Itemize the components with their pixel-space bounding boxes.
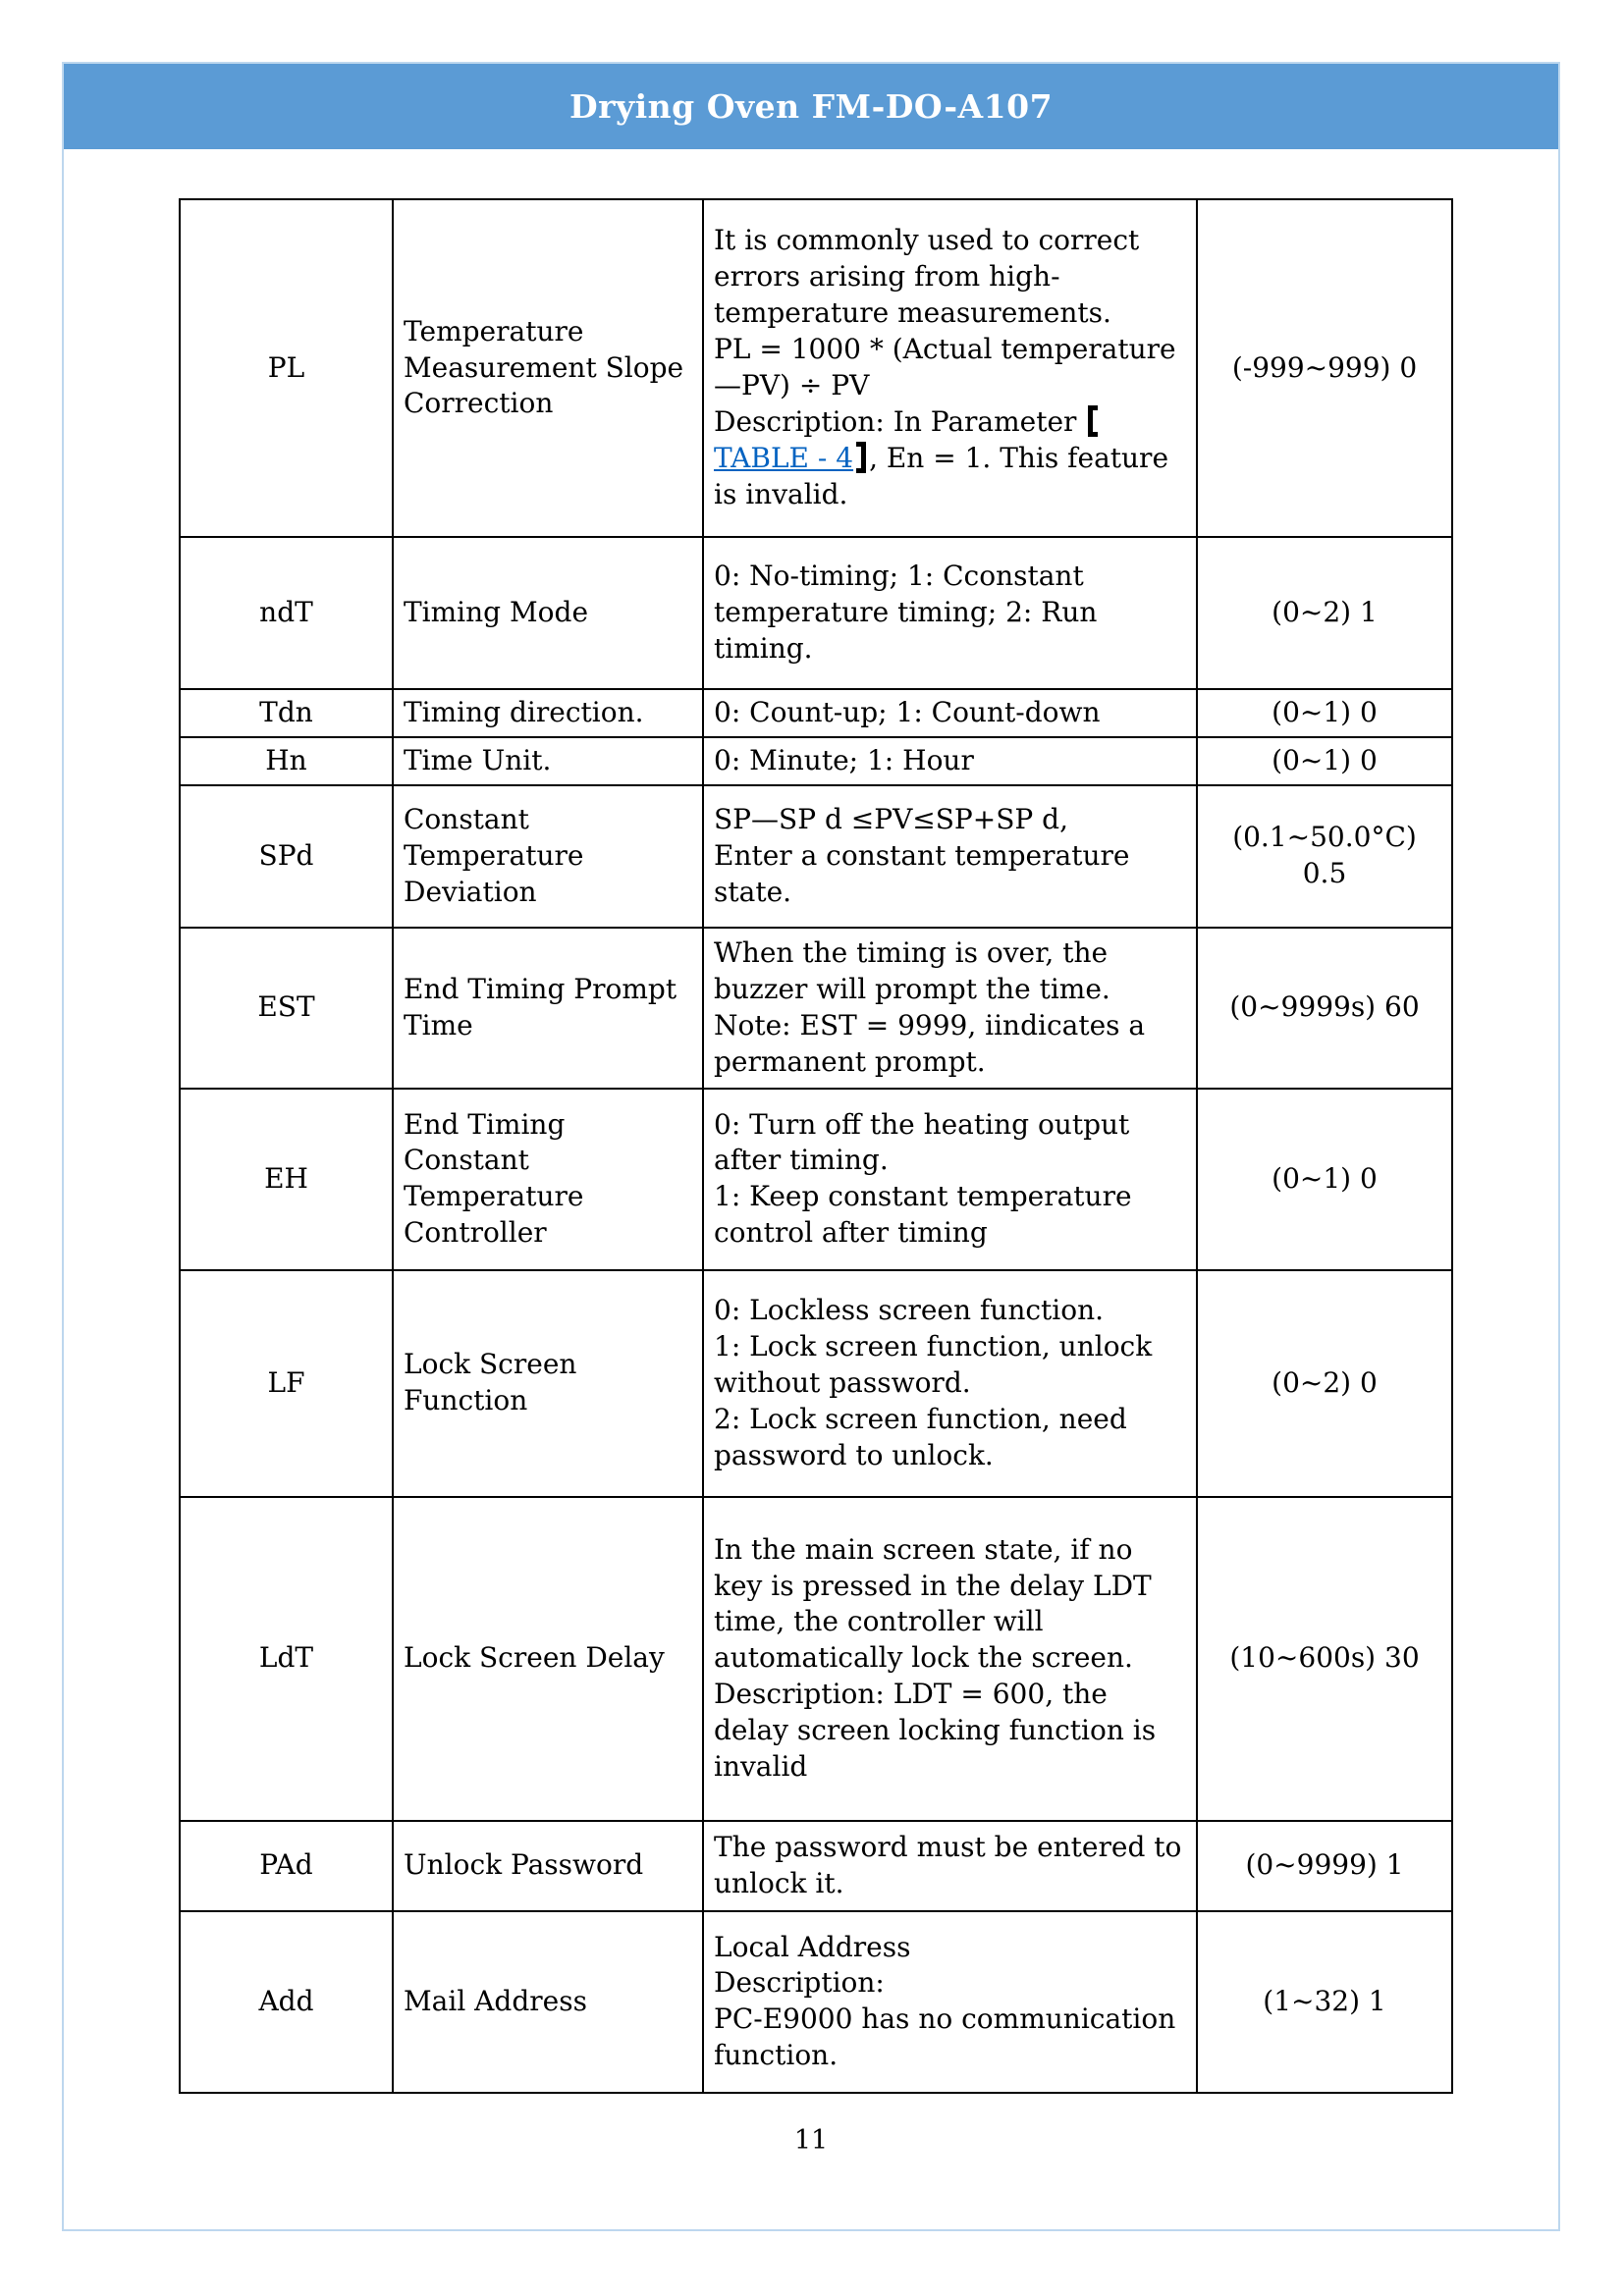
param-code: EST — [180, 928, 393, 1089]
range-line: (0~2) 1 — [1272, 596, 1378, 629]
table-row-eh — [180, 1089, 1452, 1270]
description-line: Description: — [714, 1966, 885, 2000]
description-text: , En = 1. This feature is invalid. — [714, 441, 1169, 510]
range-line: (-999~999) 0 — [1231, 350, 1418, 384]
range-line: (1~32) 1 — [1263, 1984, 1386, 2017]
param-description — [703, 537, 1197, 689]
param-range — [1197, 1270, 1452, 1497]
param-description — [703, 785, 1197, 928]
description-line: 2: Lock screen function, need password to unlock. — [714, 1402, 1127, 1471]
parameter-table — [179, 198, 1453, 2094]
table-row-ndt — [180, 537, 1452, 689]
param-name: End Timing Constant Temperature Controller — [393, 1089, 703, 1270]
param-name: Unlock Password — [393, 1821, 703, 1911]
description-line: Local Address — [714, 1930, 911, 1963]
param-name: Temperature Measurement Slope Correction — [393, 199, 703, 537]
param-code: PL — [180, 199, 393, 537]
param-code: PAd — [180, 1821, 393, 1911]
param-name: Timing direction. — [393, 689, 703, 737]
param-range — [1197, 1089, 1452, 1270]
description-line: 1: Keep constant temperature control after timing — [714, 1180, 1132, 1250]
param-name: Lock Screen Delay — [393, 1497, 703, 1821]
param-range — [1197, 689, 1452, 737]
param-description — [703, 1270, 1197, 1497]
param-range — [1197, 737, 1452, 785]
description-line: PL = 1000 * (Actual temperature —PV) ÷ PV — [714, 333, 1176, 401]
table-row-ldt — [180, 1497, 1452, 1821]
param-name: Time Unit. — [393, 737, 703, 785]
table-row-pl — [180, 199, 1452, 537]
description-line: PC-E9000 has no communication function. — [714, 2002, 1176, 2072]
param-name: Lock Screen Function — [393, 1270, 703, 1497]
range-line: (0~2) 0 — [1272, 1365, 1378, 1399]
param-code: Tdn — [180, 689, 393, 737]
param-range — [1197, 1821, 1452, 1911]
description-line: 0: Turn off the heating output after timing. — [714, 1107, 1130, 1177]
param-description — [703, 689, 1197, 737]
param-name: Timing Mode — [393, 537, 703, 689]
right-lenticular-bracket — [856, 442, 866, 473]
description-line: 1: Lock screen function, unlock without password. — [714, 1329, 1153, 1399]
range-line: (0~9999s) 60 — [1229, 990, 1420, 1024]
description-line: 0: Minute; 1: Hour — [714, 743, 974, 776]
range-line: (0.1~50.0°C) — [1232, 821, 1417, 854]
param-code: LdT — [180, 1497, 393, 1821]
param-description — [703, 928, 1197, 1089]
table-row-lf — [180, 1270, 1452, 1497]
param-name: End Timing Prompt Time — [393, 928, 703, 1089]
param-range — [1197, 199, 1452, 537]
param-range — [1197, 1497, 1452, 1821]
description-line — [714, 404, 1186, 513]
range-line: (0~1) 0 — [1272, 1161, 1378, 1195]
range-default: 0.5 — [1302, 857, 1347, 890]
table-row-est — [180, 928, 1452, 1089]
table-row-add — [180, 1911, 1452, 2093]
param-code: Add — [180, 1911, 393, 2093]
description-line: In the main screen state, if no key is pressed in the delay LDT time, the controller will automatically lock the screen. — [714, 1532, 1152, 1675]
left-lenticular-bracket — [1088, 405, 1098, 437]
table-row-pad — [180, 1821, 1452, 1911]
description-line: When the timing is over, the buzzer will prompt the time. — [714, 936, 1110, 1005]
description-line: Description: LDT = 600, the delay screen locking function is invalid — [714, 1678, 1157, 1784]
description-line: The password must be entered to unlock it. — [714, 1830, 1182, 1899]
description-line: Enter a constant temperature state. — [714, 838, 1130, 908]
description-line: 0: Lockless screen function. — [714, 1294, 1105, 1327]
param-code: Hn — [180, 737, 393, 785]
description-line: 0: Count-up; 1: Count-down — [714, 696, 1101, 728]
param-description — [703, 737, 1197, 785]
param-code: LF — [180, 1270, 393, 1497]
description-line: It is commonly used to correct errors arising from high-temperature measurements. — [714, 224, 1140, 330]
param-code: SPd — [180, 785, 393, 928]
param-description — [703, 1089, 1197, 1270]
range-line: (0~9999) 1 — [1245, 1848, 1404, 1882]
description-line: 0: No-timing; 1: Cconstant temperature timing; 2: Run timing. — [714, 560, 1098, 665]
param-description — [703, 1497, 1197, 1821]
range-line: (10~600s) 30 — [1229, 1641, 1420, 1675]
document-page — [62, 62, 1560, 2231]
range-line: (0~1) 0 — [1272, 743, 1378, 776]
param-description — [703, 1821, 1197, 1911]
description-text: Description: In Parameter — [714, 404, 1077, 438]
description-line: SP—SP d ≤PV≤SP+SP d, — [714, 802, 1068, 835]
param-code: EH — [180, 1089, 393, 1270]
table-4-link[interactable]: TABLE - 4 — [714, 441, 854, 474]
description-line: Note: EST = 9999, iindicates a permanent prompt. — [714, 1008, 1146, 1078]
param-range — [1197, 928, 1452, 1089]
param-name: Mail Address — [393, 1911, 703, 2093]
param-range — [1197, 1911, 1452, 2093]
table-row-tdn — [180, 689, 1452, 737]
range-line: (0~1) 0 — [1272, 696, 1378, 728]
param-description — [703, 199, 1197, 537]
param-description — [703, 1911, 1197, 2093]
param-range — [1197, 785, 1452, 928]
table-row-spd — [180, 785, 1452, 928]
page-title: Drying Oven FM-DO-A107 — [568, 87, 1054, 126]
param-code: ndT — [180, 537, 393, 689]
page-number: 11 — [793, 2125, 829, 2156]
param-name: Constant Temperature Deviation — [393, 785, 703, 928]
page-header — [64, 64, 1558, 149]
table-row-hn — [180, 737, 1452, 785]
param-range — [1197, 537, 1452, 689]
